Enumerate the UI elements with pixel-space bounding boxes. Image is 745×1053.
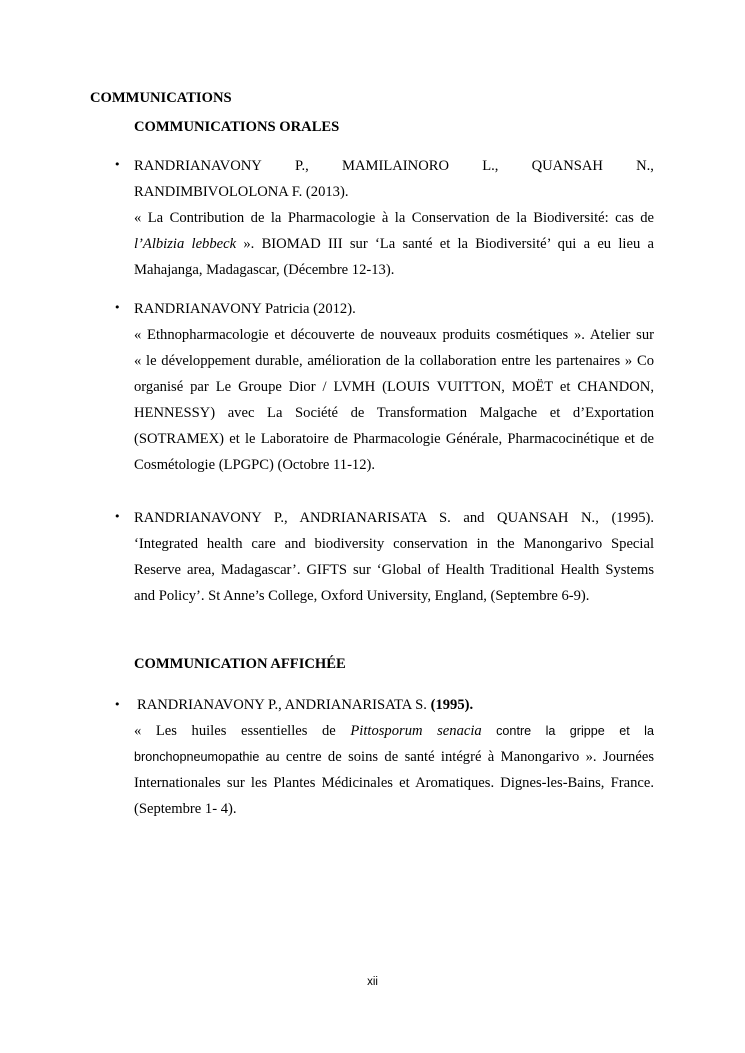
- bullet-icon: •: [114, 698, 121, 711]
- authors-line: RANDRIANAVONY P., ANDRIANARISATA S. and QUANSAH N., (1995).: [134, 510, 654, 526]
- authors-line: RANDRIANAVONY P., ANDRIANARISATA S. (1995).: [137, 697, 474, 713]
- text-line: HENNESSY) avec La Société de Transformation Malgache et d’Exportation: [134, 405, 654, 421]
- reference-entry-oral-3: [134, 505, 654, 609]
- text-line: Internationales sur les Plantes Médicinales et Aromatiques. Dignes-les-Bains, France.: [134, 775, 654, 791]
- bullet-icon: •: [114, 510, 121, 523]
- section-heading-communications: COMMUNICATIONS: [90, 90, 232, 106]
- species-name: l’Albizia lebbeck: [134, 236, 237, 252]
- title-line: « La Contribution de la Pharmacologie à la Conservation de la Biodiversité: cas de: [134, 210, 654, 226]
- reference-entry-oral-2: [134, 296, 654, 478]
- text-line: Cosmétologie (LPGPC) (Octobre 11-12).: [134, 457, 376, 473]
- title-line: l’Albizia lebbeck ». BIOMAD III sur ‘La santé et la Biodiversité’ qui a eu lieu a: [134, 236, 654, 252]
- authors-line-2: RANDIMBIVOLOLONA F. (2013).: [134, 184, 349, 200]
- subheading-poster-communication: COMMUNICATION AFFICHÉE: [134, 656, 346, 672]
- bullet-icon: •: [114, 301, 121, 314]
- species-name: Pittosporum senacia: [350, 723, 482, 739]
- text-line: « Les huiles essentielles de Pittosporum senacia contre la grippe et la: [134, 723, 654, 739]
- text-line: « le développement durable, amélioration de la collaboration entre les partenaires » Co: [134, 353, 654, 369]
- text-line: bronchopneumopathie au centre de soins de santé intégré à Manongarivo ». Journées: [134, 749, 654, 765]
- authors-line: RANDRIANAVONY Patricia (2012).: [134, 301, 356, 317]
- page-number: xii: [367, 976, 378, 988]
- text-line: « Ethnopharmacologie et découverte de nouveaux produits cosmétiques ». Atelier sur: [134, 327, 654, 343]
- text-line: organisé par Le Groupe Dior / LVMH (LOUIS VUITTON, MOËT et CHANDON,: [134, 379, 654, 395]
- text-line: Reserve area, Madagascar’. GIFTS sur ‘Global of Health Traditional Health Systems: [134, 562, 654, 578]
- text-line: (SOTRAMEX) et le Laboratoire de Pharmacologie Générale, Pharmacocinétique et de: [134, 431, 654, 447]
- reference-entry-oral-1: [134, 153, 654, 283]
- subheading-oral-communications: COMMUNICATIONS ORALES: [134, 119, 340, 135]
- bullet-icon: •: [114, 158, 121, 171]
- authors-line: RANDRIANAVONY P., MAMILAINORO L., QUANSAH N.,: [134, 158, 654, 174]
- reference-entry-poster-1: [134, 692, 654, 822]
- text-line: and Policy’. St Anne’s College, Oxford University, England, (Septembre 6-9).: [134, 588, 590, 604]
- text-line: (Septembre 1- 4).: [134, 801, 237, 817]
- year: (1995).: [430, 697, 474, 713]
- venue-line: Mahajanga, Madagascar, (Décembre 12-13).: [134, 262, 395, 278]
- text-line: ‘Integrated health care and biodiversity conservation in the Manongarivo Special: [134, 536, 654, 552]
